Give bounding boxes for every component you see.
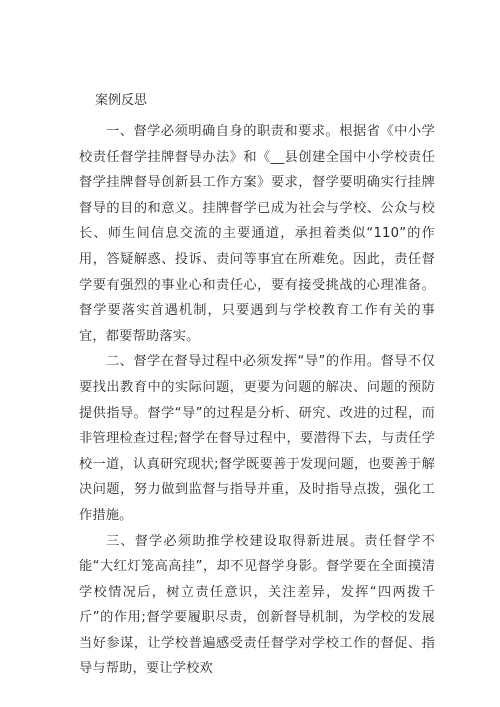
paragraph-2: 二、督学在督导过程中必须发挥“导”的作用。督导不仅要找出教育中的实际问题，更要为问题的解决、问题的预防提供指导。督学“导”的过程是分析、研究、改进的过程，而非管理检查过程;督学在督导过程中，要潜得下去，与责任学校一道，认真研究现状;督学既要善于发现问题，也要善于解决问题，努力做到监督与指导并重，及时指导点拨，强化工作措施。	[79, 354, 435, 523]
document-body	[79, 119, 435, 682]
paragraph-3: 三、督学必须助推学校建设取得新进展。责任督学不能“大红灯笼高高挂”，却不见督学身影。督学要在全面摸清学校情况后，树立责任意识，关注差异，发挥“四两拨千斤”的作用;督学要履职尽责，创新督导机制，为学校的发展当好参谋，让学校普遍感受责任督学对学校工作的督促、指导与帮助，要让学校欢	[79, 533, 435, 677]
section-heading: 案例反思	[95, 93, 148, 108]
paragraph-1: 一、督学必须明确自身的职责和要求。根据省《中小学校责任督学挂牌督导办法》和《__县创建全国中小学校责任督学挂牌督导创新县工作方案》要求，督学要明确实行挂牌督导的目的和意义。挂牌督学已成为社会与学校、公众与校长、师生间信息交流的主要通道，承担着类似“110”的作用，答疑解惑、投诉、责问等事宜在所难免。因此，责任督学要有强烈的事业心和责任心，要有接受挑战的心理准备。督学要落实首遇机制，只要遇到与学校教育工作有关的事宜，都要帮助落实。	[79, 124, 435, 344]
